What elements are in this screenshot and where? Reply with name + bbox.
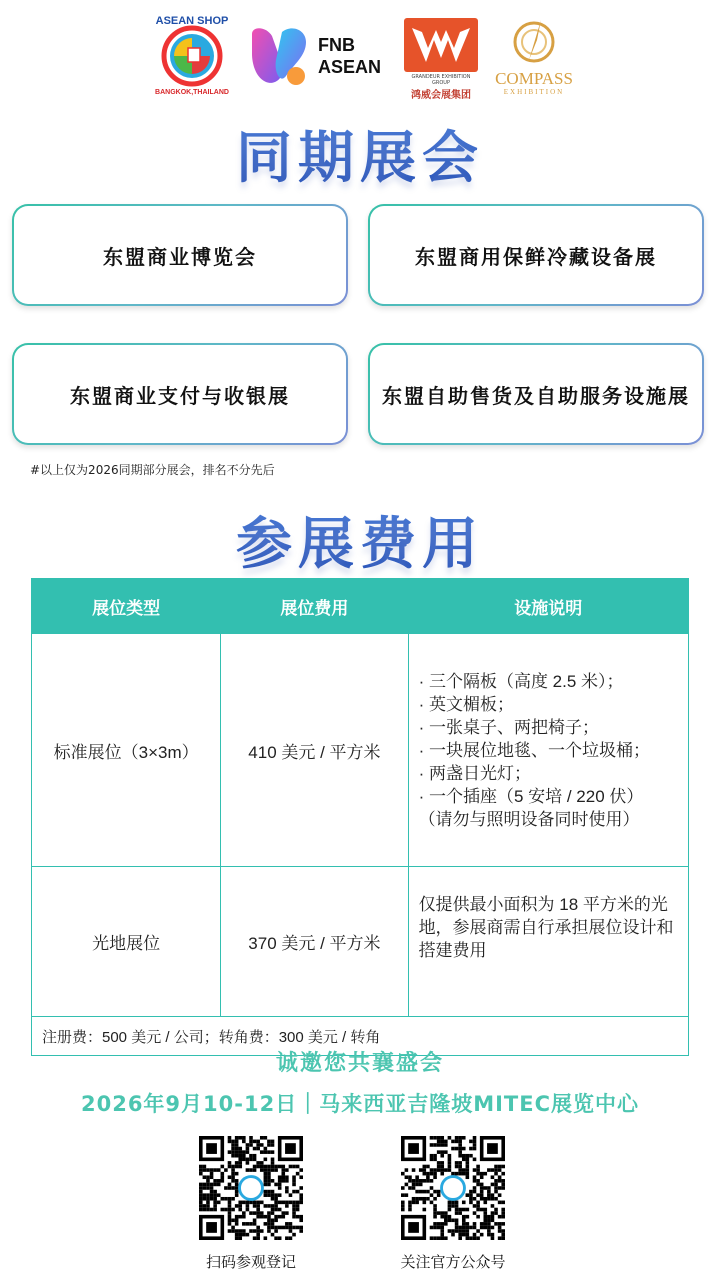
header-facilities: 设施说明 [408,579,688,634]
show-card-label: 东盟商业博览会 [103,244,257,269]
table-row [32,867,689,1017]
facility-line: · 一张桌子、两把椅子； [418,717,599,737]
official-account-qr-code[interactable] [401,1136,505,1240]
hongwei-logo [404,18,482,101]
logo-bar [140,10,580,100]
table-header-row [32,579,689,634]
show-card [368,343,704,445]
shows-note: #以上仅为2026同期部分展会，排名不分先后 [30,463,275,477]
registration-qr-label: 扫码参观登记 [205,1253,296,1271]
fnb-asean-logo [246,24,396,90]
hongwei-chinese-name: 鸿威会展集团 [411,90,471,101]
show-card [12,343,348,445]
facilities-cell [408,634,688,867]
facilities-cell: 仅提供最小面积为 18 平方米的光地，参展商需自行承担展位设计和搭建费用 [408,867,688,1017]
fee-table [31,578,689,1056]
compass-name: COMPASS [495,69,573,88]
registration-qr-code[interactable] [199,1136,303,1240]
facility-line: · 一块展位地毯、一个垃圾桶； [418,740,650,760]
facility-line: · 两盏日光灯； [418,763,531,783]
compass-sub: EXHIBITION [503,88,565,96]
header-booth-type: 展位类型 [32,579,221,634]
fee-footer-note: 注册费：500 美元 / 公司；转角费：300 美元 / 转角 [32,1017,689,1056]
fnb-mark-icon [246,24,312,90]
invite-headline: 诚邀您共襄盛会 [275,1051,444,1076]
hongwei-mark-icon [404,18,478,72]
facility-line: · 英文楣板； [418,694,514,714]
concurrent-shows-title: 同期展会 [0,114,720,194]
facility-line: · 一个插座（5 安培 / 220 伏） [418,786,644,806]
booth-type-cell: 光地展位 [32,867,221,1017]
booth-price-cell: 410 美元 / 平方米 [221,634,408,867]
svg-text:ASEAN SHOP: ASEAN SHOP [155,15,229,27]
hongwei-english-name: GRANDEUR EXHIBITION GROUP [411,74,471,86]
show-card-label: 东盟商业支付与收银展 [70,383,290,408]
facility-line: （请勿与照明设备同时使用） [418,809,640,829]
facility-line: · 三个隔板（高度 2.5 米）； [418,671,624,691]
asean-shop-logo [148,12,236,96]
booth-type-cell: 标准展位（3×3m） [32,634,221,867]
compass-mark-icon [509,16,559,66]
show-card-label: 东盟商用保鲜冷藏设备展 [415,244,657,269]
table-row [32,634,689,867]
fees-title: 参展费用 [0,500,720,580]
event-date-venue: 2026年9月10-12日｜马来西亚吉隆坡MITEC展览中心 [80,1092,639,1116]
official-account-qr-label: 关注官方公众号 [400,1253,506,1271]
svg-text:BANGKOK,THAILAND: BANGKOK,THAILAND [155,89,229,96]
show-card [368,204,704,306]
show-card [12,204,348,306]
booth-price-cell: 370 美元 / 平方米 [221,867,408,1017]
compass-logo [490,16,578,100]
fnb-wordmark: FNB ASEAN [318,35,382,77]
show-card-label: 东盟自助售货及自助服务设施展 [382,383,690,408]
header-booth-price: 展位费用 [221,579,408,634]
